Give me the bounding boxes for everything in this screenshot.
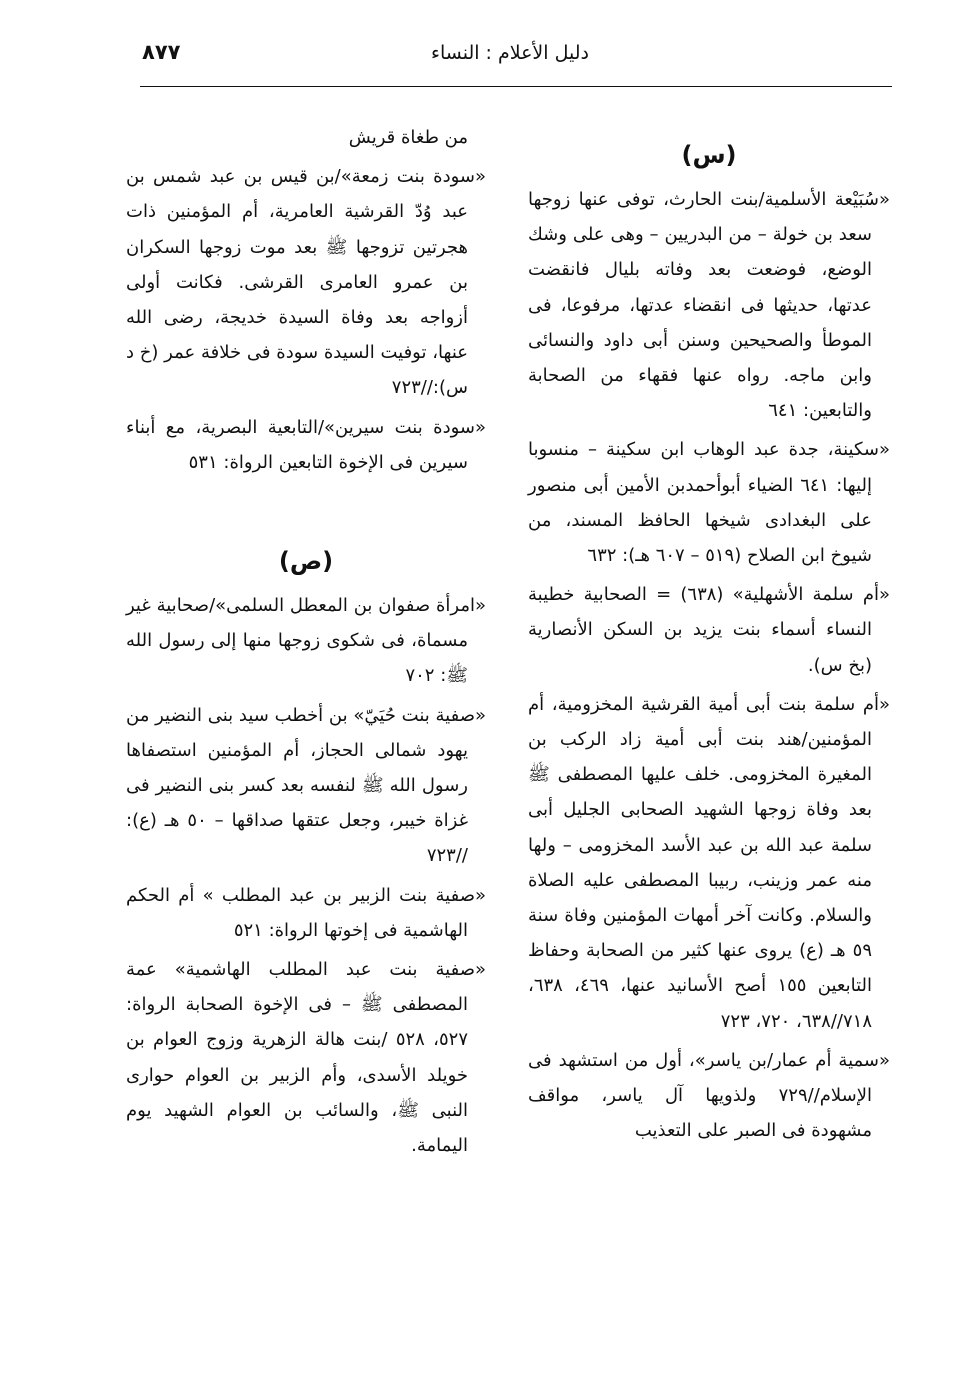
section-heading-sad: (ص) (278, 547, 334, 576)
entry-sawda-sirin: «سودة بنت سيرين»/التابعية البصرية، مع أبناء سيرين فى الإخوة التابعين الرواة: ٥٣١ (126, 416, 486, 473)
running-title: دليل الأعلام : النساء (431, 42, 589, 64)
entry-umm-salama-ashhaliya: «أم سلمة الأشهلية» (٦٣٨) = الصحابية خطيبة النساء أسماء بنت يزيد بن السكن الأنصارية (بخ س). (528, 584, 890, 676)
entry-sawda-zamaa: «سودة بنت زمعة»/بن قيس بن عبد شمس بن عبد وُدّ القرشية العامرية، أم المؤمنين ذات هجرتين تزوجها ﷺ بعد موت زوجها السكران بن عمرو العامرى القرشى. فكانت أولى أزواجه بعد وفاة السيدة خديجة، رضى الله عنها، توفيت السيدة سودة فى خلافة عمر (خ د س)://٧٢٣ (126, 166, 486, 399)
page-number: ٨٧٧ (142, 40, 181, 64)
section-spacer (126, 484, 486, 546)
entry-safiyya-huyayy: «صفية بنت حُيَيّ» بن أخطب سيد بنى النضير من يهود شمالى الحجاز، أم المؤمنين استصفاها رسول الله ﷺ لنفسه بعد كسر بنى النضير فى غزاة خيبر، وجعل عتقها صداقها – ٥٠ هـ (ع): //٧٢٣ (126, 704, 486, 867)
entry-safiyya-abd-almuttalib: «صفية بنت عبد المطلب الهاشمية» عمة المصطفى ﷺ – فى الإخوة الصحابة الرواة: ٥٢٧، ٥٢٨ /بنت هالة الزهرية وزوج العوام بن خويلد الأسدى، وأم الزبير بن العوام حوارى النبى ﷺ، والسائب بن العوام الشهيد يوم اليمامة. (126, 959, 486, 1157)
header-rule (140, 86, 892, 87)
entry-sumayya: «سمية أم عمار/بن ياسر»، أول من استشهد فى الإسلام//٧٢٩ ولذويها آل ياسر، مواقف مشهودة فى الصبر على التعذيب (528, 1049, 890, 1142)
entry-wife-safwan: «امرأة صفوان بن المعطل السلمى»/صحابية غير مسماة، فى شكوى زوجها منها إلى رسول الله ﷺ: ٧٠٢ (126, 595, 486, 687)
entry-subaya: «سُبَيْعة الأسلمية/بنت الحارث، توفى عنها زوجها سعد بن خولة – من البدريين – وهى على وشك الوضع، فوضعت بعد وفاته بليال فانقضت عدتها، حديثها فى انقضاء عدتها، مرفوعا، فى الموطأ والصحيحين وسنن أبى داود والنسائى وابن ماجه. رواه عنها فقهاء من الصحابة والتابعين: ٦٤١ (528, 189, 890, 422)
right-column (528, 140, 890, 1152)
entry-umm-salama: «أم سلمة بنت أبى أمية القرشية المخزومية، أم المؤمنين/هند بنت أبى أمية زاد الركب بن المغيرة المخزومى. خلف عليها المصطفى ﷺ بعد وفاة زوجها الشهيد الصحابى الجليل أبى سلمة عبد الله بن عبد الأسد المخزومى – ولها منه عمر وزينب، ربيبا المصطفى عليه الصلاة والسلام. وكانت آخر أمهات المؤمنين وفاة سنة ٥٩ هـ (ع) يروى عنها كثير من الصحابة وحفاظ التابعين ١٥٥ أصح الأسانيد عنها، ٤٦٩، ٦٣٨، ٧١٨//٦٣٨، ٧٢٠، ٧٢٣ (528, 693, 890, 1032)
entry-sukayna: «سكينة، جدة عبد الوهاب ابن سكينة – منسوبا إليها: ٦٤١ الضياء أبوأحمدبن الأمين أبى منصور على البغدادى شيخها الحافظ المسند، من شيوخ ابن الصلاح (٥١٩ – ٦٠٧ هـ): ٦٣٢ (528, 439, 890, 567)
left-column (126, 120, 486, 1167)
entry-safiyya-zubayr: «صفية بنت الزبير بن عبد المطلب » أم الحكم الهاشمية فى إخوتها الرواة: ٥٢١ (126, 884, 486, 941)
section-heading-seen: (س) (681, 141, 737, 169)
page-header (120, 38, 895, 88)
entry-continuation: من طغاة قريش (348, 127, 468, 148)
